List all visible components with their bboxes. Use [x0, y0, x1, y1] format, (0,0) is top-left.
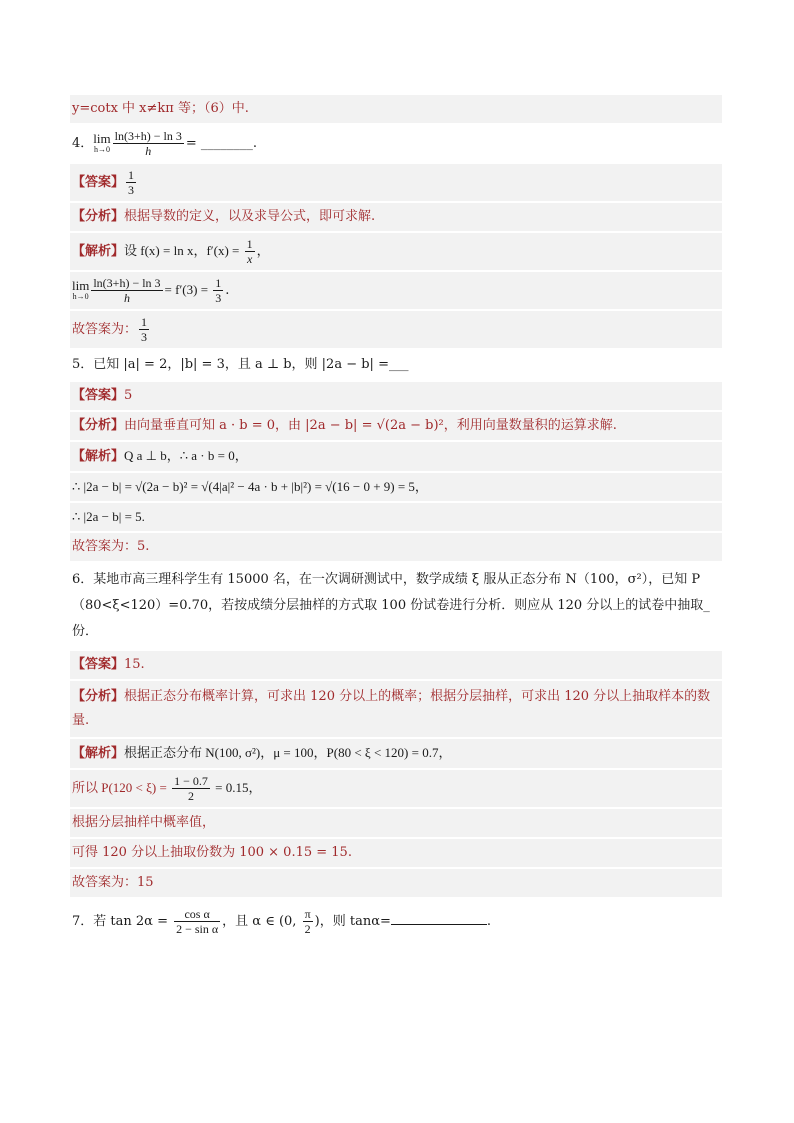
- q6-sol2-text: 所以 P(120 < ξ) =: [72, 780, 171, 795]
- q6-analysis: [70, 681, 722, 737]
- q6-solution-line2: [70, 770, 722, 807]
- analysis-tag: 【分析】: [72, 689, 125, 704]
- q4-analysis-text: 根据导数的定义，以及求导公式，即可求解.: [124, 209, 376, 224]
- q6-solution-line4: [70, 839, 722, 867]
- q7-fraction: [174, 907, 220, 936]
- q6-sol2-num: 1 − 0.7: [174, 774, 208, 788]
- q7-pi-num: π: [304, 907, 311, 921]
- q4-fraction: [113, 129, 184, 158]
- lim-word: lim: [93, 130, 111, 146]
- question-5: [70, 348, 722, 382]
- q4-sol2-limit: [72, 277, 90, 302]
- q6-text: 6．某地市高三理科学生有 15000 名，在一次调研测试中，数学成绩 ξ 服从正态分布 N（100，σ²），已知 P（80<ξ<120）=0.70，若按成绩分层抽样的方式取 100 份试卷进行分析．则应从 120 分以上的试卷中抽取_份．: [72, 572, 710, 639]
- analysis-tag: 【分析】: [72, 209, 125, 224]
- q7-suffix: )，则 tanα=: [314, 914, 391, 929]
- q4-analysis: [70, 203, 722, 231]
- q4-sol2-eq: = f′(3) =: [164, 282, 212, 297]
- q6-analysis-text: 根据正态分布概率计算，可求出 120 分以上的概率；根据分层抽样，可求出 120 分以上抽取样本的数量.: [72, 689, 711, 728]
- q5-solution: [70, 442, 722, 471]
- q4-denominator: h: [145, 144, 152, 158]
- q5-analysis: [70, 412, 722, 440]
- q6-sol2-den: 2: [188, 789, 194, 803]
- q4-sol2-numerator: ln(3+h) − ln 3: [93, 276, 161, 290]
- solution-tag: 【解析】: [72, 244, 125, 259]
- q4-final: [70, 311, 722, 348]
- continuation-line: [70, 95, 722, 123]
- answer-tag: 【答案】: [72, 388, 125, 403]
- answer-tag: 【答案】: [72, 657, 125, 672]
- q6-sol2-fraction: [172, 774, 210, 803]
- q4-limit: [93, 130, 111, 155]
- q4-answer: [70, 164, 722, 201]
- q4-blank: = ________.: [185, 136, 257, 151]
- q4-answer-num: 1: [128, 168, 135, 182]
- q7-mid: ，且 α ∈ (0,: [222, 914, 301, 929]
- q7-end: .: [486, 914, 492, 929]
- q6-sol1: 根据正态分布 N(100, σ²)，μ = 100，P(80 < ξ < 120) = 0.7，: [124, 745, 452, 760]
- q7-prefix: 7．若 tan 2α =: [72, 914, 173, 929]
- q5-final: [70, 533, 722, 561]
- solution-tag: 【解析】: [72, 449, 125, 464]
- q4-sol1-den: x: [246, 252, 253, 266]
- q6-answer: [70, 651, 722, 679]
- q4-final-fraction: [139, 315, 149, 344]
- q6-final: [70, 869, 722, 897]
- question-4: [70, 123, 722, 164]
- q5-answer: [70, 382, 722, 410]
- question-7: [70, 901, 722, 942]
- q4-sol1-num: 1: [246, 237, 253, 251]
- q4-sol1-end: ，: [256, 244, 270, 259]
- q5-answer-value: 5: [124, 388, 133, 403]
- q4-sol2-denominator: h: [123, 291, 130, 305]
- q4-answer-fraction: [126, 168, 136, 197]
- document-body: [70, 95, 722, 942]
- solution-tag: 【解析】: [72, 746, 125, 761]
- lim-subscript: h→0: [72, 291, 89, 301]
- q7-answer-blank: [391, 912, 487, 925]
- q6-final-text: 故答案为：15: [72, 875, 154, 890]
- q5-sol3: ∴ |2a − b| = 5.: [72, 509, 145, 524]
- q7-den: 2 − sin α: [176, 922, 219, 936]
- q7-num: cos α: [174, 907, 220, 922]
- q4-final-text: 故答案为：: [72, 322, 138, 337]
- q4-sol2-fraction: [91, 276, 162, 305]
- q4-sol2-den: 3: [215, 291, 222, 305]
- continuation-text: y=cotx 中 x≠kπ 等；（6）中.: [72, 101, 249, 116]
- q5-final-text: 故答案为：5.: [72, 539, 150, 554]
- q4-solution: [70, 233, 722, 270]
- q4-numerator: ln(3+h) − ln 3: [114, 129, 182, 143]
- q4-sol1-text: 设 f(x) = ln x，f′(x) =: [124, 243, 243, 258]
- q5-text: 5．已知 |a| = 2，|b| = 3，且 a ⊥ b，则 |2a − b| =___: [72, 357, 409, 372]
- q6-sol4: 可得 120 分以上抽取份数为 100 × 0.15 = 15.: [72, 845, 352, 860]
- q4-answer-den: 3: [128, 183, 135, 197]
- q6-sol3: 根据分层抽样中概率值，: [72, 815, 216, 830]
- q5-solution-line3: [70, 503, 722, 531]
- q4-sol2-period: .: [225, 283, 230, 298]
- q4-sol2-result: [213, 276, 223, 305]
- q4-number: 4．: [72, 136, 94, 151]
- q5-solution-line2: [70, 473, 722, 501]
- q4-sol1-fraction: [245, 237, 255, 266]
- lim-subscript: h→0: [93, 144, 110, 154]
- q7-pi-fraction: [303, 907, 313, 936]
- q4-final-den: 3: [141, 330, 148, 344]
- q4-solution-line2: [70, 272, 722, 309]
- q5-sol2: ∴ |2a − b| = √(2a − b)² = √(4|a|² − 4a · b + |b|²) = √(16 − 0 + 9) = 5，: [72, 479, 428, 494]
- analysis-tag: 【分析】: [72, 418, 125, 433]
- q5-sol1: Q a ⊥ b，∴ a · b = 0，: [124, 448, 248, 463]
- q6-answer-value: 15.: [124, 657, 145, 672]
- q7-pi-den: 2: [304, 922, 311, 936]
- q6-solution-line3: [70, 809, 722, 837]
- q6-sol2-end: = 0.15，: [211, 780, 262, 795]
- q5-analysis-text: 由向量垂直可知 a · b = 0，由 |2a − b| = √(2a − b)²，利用向量数量积的运算求解.: [124, 418, 617, 433]
- lim-word: lim: [72, 277, 90, 293]
- q4-sol2-num: 1: [215, 276, 222, 290]
- answer-tag: 【答案】: [72, 175, 125, 190]
- question-6: [70, 561, 722, 651]
- q6-solution: [70, 739, 722, 768]
- q4-final-num: 1: [141, 315, 148, 329]
